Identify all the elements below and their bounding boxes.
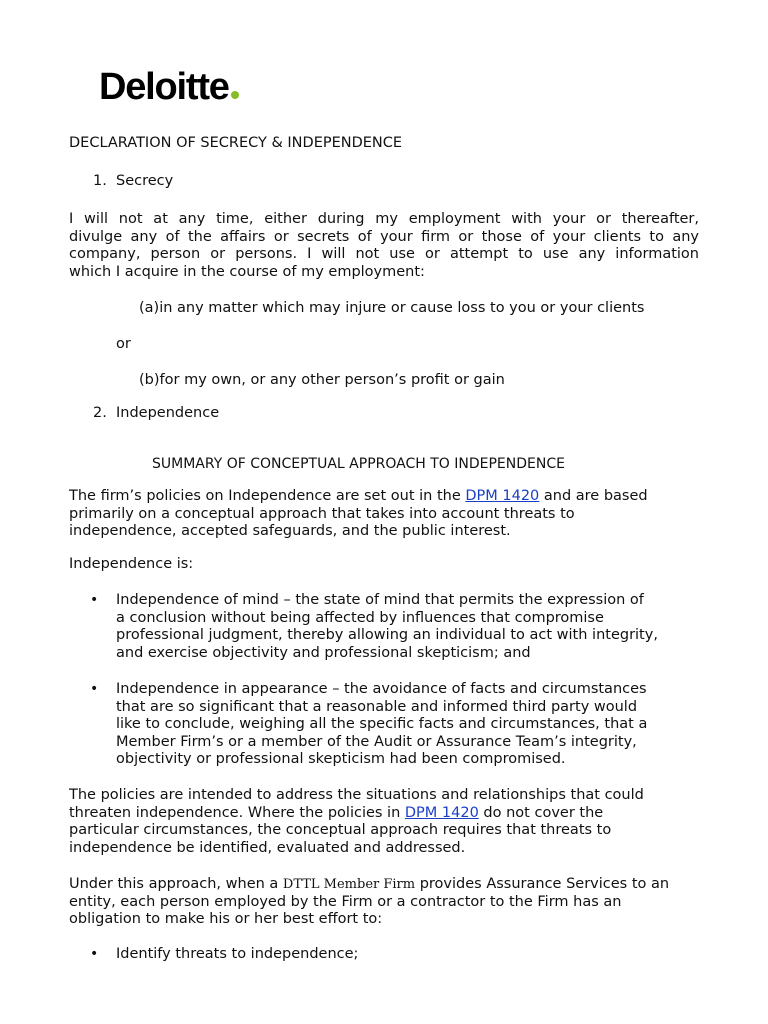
- bullet-2-line-1: Independence in appearance – the avoidance of facts and circumstances: [116, 681, 647, 697]
- clause-a: (a)in any matter which may injure or cause loss to you or your clients: [139, 300, 645, 316]
- intended-line-3: particular circumstances, the conceptual approach requires that threats to: [69, 822, 612, 839]
- bullet-icon: •: [90, 592, 99, 608]
- independence-is-label: Independence is:: [69, 556, 194, 572]
- secrecy-line-3: company, person or persons. I will not use or attempt to use any information: [69, 246, 699, 263]
- secrecy-line-1: I will not at any time, either during my employment with your or thereafter,: [69, 211, 699, 227]
- document-title: DECLARATION OF SECRECY & INDEPENDENCE: [69, 135, 403, 151]
- clause-b: (b)for my own, or any other person’s profit or gain: [139, 372, 505, 388]
- bullet-1-line-1: Independence of mind – the state of mind that permits the expression of: [116, 592, 644, 608]
- bullet-1-line-4: and exercise objectivity and professional skepticism; and: [116, 644, 531, 661]
- policies-line-1-pre: The firm’s policies on Independence are set out in the: [69, 488, 466, 504]
- policies-line-3: independence, accepted safeguards, and the public interest.: [69, 523, 511, 540]
- bullet-1-line-2: a conclusion without being affected by influences that compromise: [116, 609, 604, 626]
- logo-dot-icon: [231, 91, 239, 99]
- bullet-2-line-5: objectivity or professional skepticism had been compromised.: [116, 751, 566, 768]
- approach-line-2: entity, each person employed by the Firm or a contractor to the Firm has an: [69, 893, 622, 910]
- bullet-icon: •: [90, 946, 99, 962]
- policies-line-1-post: and are based: [539, 488, 648, 504]
- bullet-independence-in-appearance: [116, 681, 706, 769]
- bullet-2-line-2: that are so significant that a reasonable and informed third party would: [116, 698, 638, 715]
- bullet-icon: •: [90, 681, 99, 697]
- intended-line-1: The policies are intended to address the situations and relationships that could: [69, 787, 644, 803]
- secrecy-paragraph: [69, 211, 699, 281]
- bullet-1-line-3: professional judgment, thereby allowing an individual to act with integrity,: [116, 627, 658, 644]
- intended-line-2: [69, 805, 699, 823]
- bullet-3-line-1: Identify threats to independence;: [116, 946, 359, 962]
- intended-line-4: independence be identified, evaluated and addressed.: [69, 839, 466, 856]
- secrecy-line-2: divulge any of the affairs or secrets of your firm or those of your clients to any: [69, 228, 699, 245]
- summary-heading: SUMMARY OF CONCEPTUAL APPROACH TO INDEPENDENCE: [152, 456, 565, 472]
- bullet-identify-threats: [116, 946, 706, 964]
- section-1-number: 1.: [93, 173, 107, 189]
- approach-paragraph: [69, 876, 699, 929]
- policies-paragraph: [69, 488, 699, 541]
- approach-line-1-post: provides Assurance Services to an: [415, 876, 670, 892]
- bullet-independence-of-mind: [116, 592, 706, 662]
- dpm-1420-link[interactable]: DPM 1420: [404, 804, 479, 821]
- dpm-1420-link[interactable]: DPM 1420: [465, 488, 540, 504]
- intended-paragraph: [69, 787, 699, 857]
- approach-line-1: [69, 876, 699, 894]
- intended-line-2-pre: threaten independence. Where the policies in: [69, 804, 405, 821]
- policies-line-1: [69, 488, 699, 506]
- deloitte-logo: [99, 68, 239, 106]
- section-2-heading: Independence: [116, 405, 220, 421]
- policies-line-2: primarily on a conceptual approach that takes into account threats to: [69, 505, 575, 522]
- section-1-heading: Secrecy: [116, 173, 174, 189]
- section-2-number: 2.: [93, 405, 107, 421]
- or-text: or: [116, 336, 131, 352]
- bullet-2-line-4: Member Firm’s or a member of the Audit or Assurance Team’s integrity,: [116, 733, 637, 750]
- intended-line-2-post: do not cover the: [478, 804, 604, 821]
- dttl-member-firm-text: DTTL Member Firm: [282, 877, 416, 892]
- secrecy-line-4: which I acquire in the course of my employment:: [69, 263, 425, 280]
- approach-line-3: obligation to make his or her best effort to:: [69, 911, 383, 928]
- bullet-2-line-3: like to conclude, weighing all the specific facts and circumstances, that a: [116, 716, 648, 733]
- logo-text: Deloitte: [99, 66, 229, 108]
- approach-line-1-pre: Under this approach, when a: [69, 876, 283, 892]
